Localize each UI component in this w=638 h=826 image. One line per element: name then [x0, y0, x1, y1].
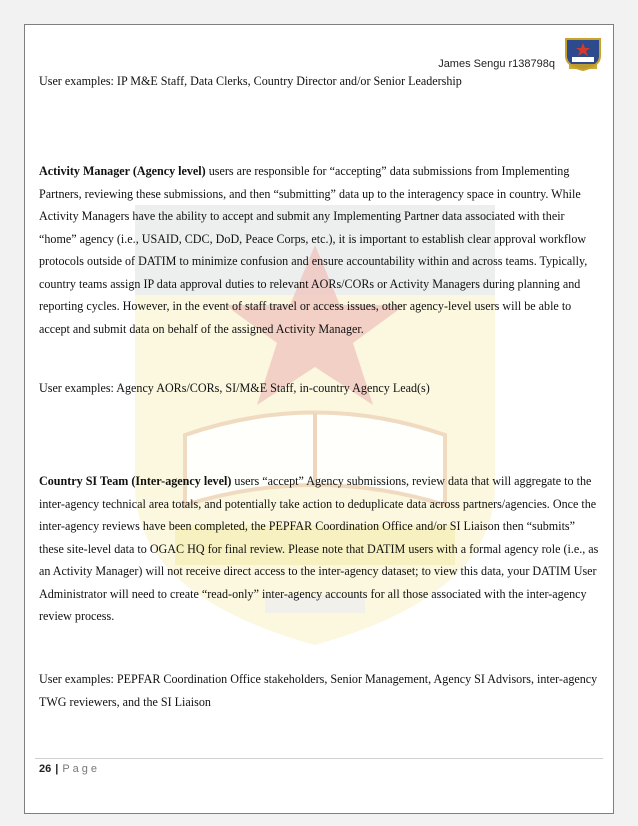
paragraph-activity-manager	[39, 160, 601, 340]
user-examples-agency: User examples: Agency AORs/CORs, SI/M&E Staff, in-country Agency Lead(s)	[39, 381, 430, 395]
page-footer	[39, 763, 100, 775]
page-label: Page	[62, 763, 101, 775]
user-examples-it: User examples: IP M&E Staff, Data Clerks, Country Director and/or Senior Leadership	[39, 74, 462, 88]
term-country-si-team: Country SI Team (Inter-agency level)	[39, 474, 232, 488]
header-author: James Sengu r138798q	[438, 58, 555, 70]
footer-divider	[35, 758, 603, 759]
document-page	[24, 24, 614, 814]
paragraph-country-si-team	[39, 470, 601, 628]
footer-separator: |	[55, 763, 59, 775]
page-number: 26	[39, 763, 52, 775]
term-activity-manager: Activity Manager (Agency level)	[39, 164, 206, 178]
activity-manager-description: users are responsible for “accepting” data submissions from Implementing Partners, reviewing these submissions, and then “submitting” data up to the interagency space in country. While Activity Managers have the ability to accept and submit any Implementing Partner data associated with their “home” agency (i.e., USAID, CDC, DoD, Peace Corps, etc.), it is important to establish clear approval workflow protocols outside of DATIM to minimize confusion and ensure accountability within and across teams. Typically, country teams assign IP data approval duties to relevant AORs/CORs or Activity Managers during planning and reporting cycles. However, in the event of staff travel or access issues, other agency-level users will be able to accept and submit data on behalf of the assigned Activity Manager.	[39, 164, 588, 336]
country-si-team-description: users “accept” Agency submissions, review data that will aggregate to the inter-agency technical area totals, and potentially take action to deduplicate data across partners/agencies. Once the inter-agency reviews have been completed, the PEPFAR Coordination Office and/or SI Liaison then “submits” these site-level data to OGAC HQ for final review. Please note that DATIM users with a formal agency role (i.e., as an Activity Manager) will not receive direct access to the inter-agency dataset; to view this data, your DATIM User Administrator will need to create “read-only” inter-agency accounts for all those associated with the inter-agency review process.	[39, 474, 599, 623]
university-crest-logo	[563, 36, 603, 72]
user-examples-interagency: User examples: PEPFAR Coordination Office stakeholders, Senior Management, Agency SI Advisors, inter-agency TWG reviewers, and the SI Liaison	[39, 672, 598, 709]
